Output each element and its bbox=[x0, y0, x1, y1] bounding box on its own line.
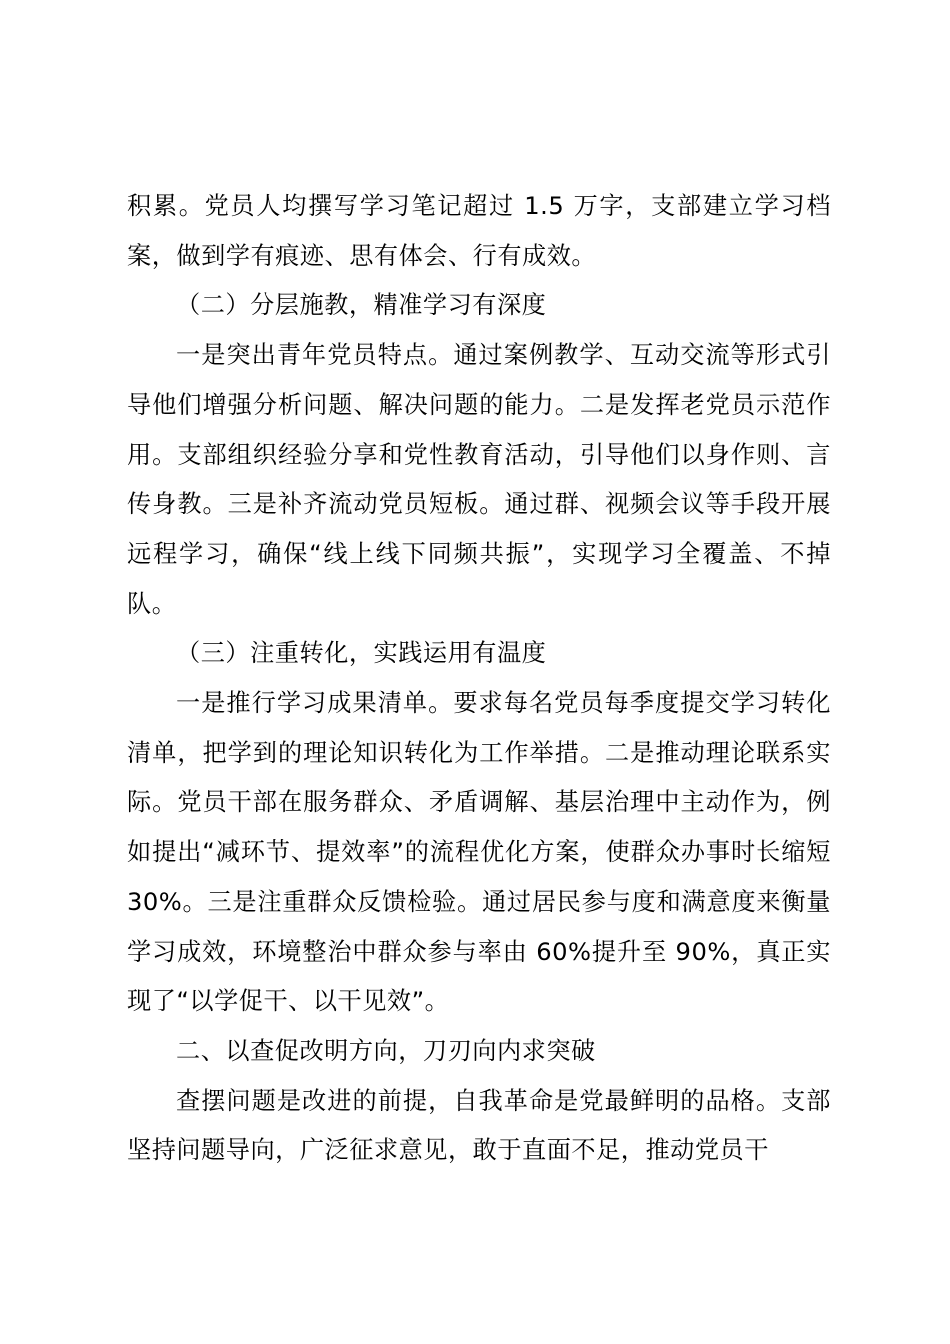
paragraph-layered-teaching: 一是突出青年党员特点。通过案例教学、互动交流等形式引导他们增强分析问题、解决问题的能力。二是发挥老党员示范作用。支部组织经验分享和党性教育活动，引导他们以身作则、言传身教。三是补齐流动党员短板。通过群、视频会议等手段开展远程学习，确保“线上线下同频共振”，实现学习全覆盖、不掉队。 bbox=[127, 341, 831, 618]
section-heading-layered-teaching: （二）分层施教，精准学习有深度 bbox=[176, 291, 547, 320]
paragraph-practice-transformation: 一是推行学习成果清单。要求每名党员每季度提交学习转化清单，把学到的理论知识转化为工作举措。二是推动理论联系实际。党员干部在服务群众、矛盾调解、基层治理中主动作为，例如提出“减环节、提效率”的流程优化方案，使群众办事时长缩短 30%。三是注重群众反馈检验。通过居民参与度和满意度来衡量学习成效，环境整治中群众参与率由 60%提升至 90%，真正实现了“以学促干、以干见效”。 bbox=[127, 689, 831, 1016]
section-heading-practice-transformation: （三）注重转化，实践运用有温度 bbox=[176, 639, 547, 668]
section-heading-self-review: 二、以查促改明方向，刀刃向内求突破 bbox=[176, 1036, 596, 1065]
paragraph-self-review: 查摆问题是改进的前提，自我革命是党最鲜明的品格。支部坚持问题导向，广泛征求意见，敢于直面不足，推动党员干 bbox=[127, 1086, 831, 1165]
paragraph-study-accumulation: 积累。党员人均撰写学习笔记超过 1.5 万字，支部建立学习档案，做到学有痕迹、思有体会、行有成效。 bbox=[127, 192, 831, 270]
document-body bbox=[127, 182, 831, 1176]
